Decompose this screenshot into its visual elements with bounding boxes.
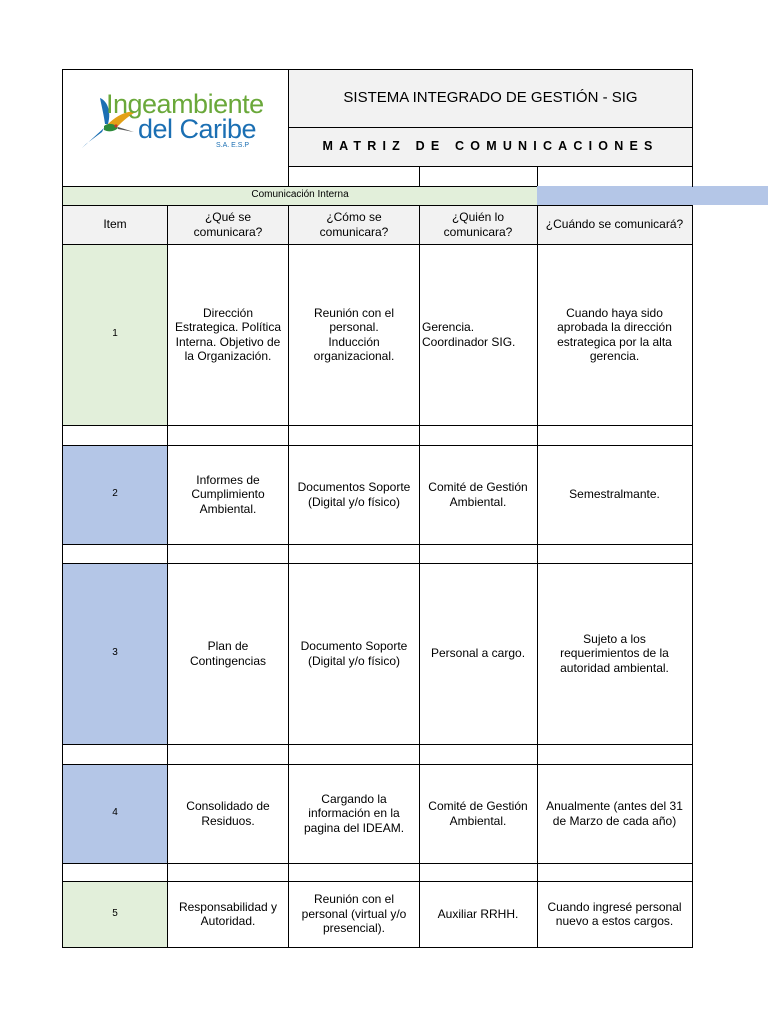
grid-line bbox=[288, 127, 693, 128]
row-5-item: 5 bbox=[112, 907, 118, 919]
logo-suffix: S.A. E.S.P bbox=[216, 142, 250, 149]
grid-line bbox=[537, 205, 538, 948]
grid-line bbox=[419, 205, 420, 948]
row-5-what: Responsabilidad y Autoridad. bbox=[178, 899, 278, 928]
grid-line bbox=[692, 69, 693, 187]
row-1-item: 1 bbox=[112, 328, 118, 340]
row-2-when: Semestralmante. bbox=[569, 487, 660, 502]
logo-line-2: del Caribe bbox=[138, 114, 257, 144]
row-1-when: Cuando haya sido aprobada la dirección estrategica por la alta gerencia. bbox=[557, 305, 672, 363]
row-1-how: Reunión con el personal. Inducción organizacional. bbox=[313, 305, 395, 363]
row-3-when: Sujeto a los requerimientos de la autoridad ambiental. bbox=[560, 631, 669, 675]
row-4-when: Anualmente (antes del 31 de Marzo de cada año) bbox=[546, 799, 683, 828]
grid-line bbox=[288, 205, 289, 948]
row-5-when: Cuando ingresé personal nuevo a estos cargos. bbox=[547, 899, 682, 928]
grid-line bbox=[62, 186, 537, 187]
row-3-who: Personal a cargo. bbox=[430, 646, 526, 661]
row-4-how: Cargando la información en la pagina del IDEAM. bbox=[303, 791, 405, 835]
grid-line bbox=[288, 166, 693, 167]
column-header-how: ¿Cómo se comunicara? bbox=[319, 210, 389, 239]
row-3-how: Documento Soporte (Digital y/o físico) bbox=[300, 639, 408, 668]
row-1-what: Dirección Estrategica. Política Interna. Objetivo de la Organización. bbox=[174, 305, 282, 363]
grid-line bbox=[62, 69, 63, 948]
row-4-what: Consolidado de Residuos. bbox=[186, 799, 270, 828]
column-header-what: ¿Qué se comunicara? bbox=[193, 210, 263, 239]
row-5-how: Reunión con el personal (virtual y/o presencial). bbox=[301, 892, 407, 936]
grid-line bbox=[537, 166, 538, 186]
grid-line bbox=[62, 563, 693, 564]
company-logo bbox=[78, 90, 278, 160]
row-4-who: Comité de Gestión Ambiental. bbox=[428, 799, 528, 828]
row-2-who: Comité de Gestión Ambiental. bbox=[428, 480, 528, 509]
grid-line bbox=[62, 947, 693, 948]
row-3-what: Plan de Contingencias bbox=[189, 639, 267, 668]
logo-line-1: Ingeambiente bbox=[106, 89, 264, 119]
column-header-who: ¿Quién lo comunicara? bbox=[443, 210, 513, 239]
grid-line bbox=[62, 425, 693, 426]
grid-line bbox=[692, 205, 693, 948]
row-3-item: 3 bbox=[112, 647, 118, 659]
grid-line bbox=[167, 205, 168, 948]
section-label: Comunicación Interna bbox=[251, 189, 349, 201]
grid-line bbox=[62, 205, 693, 206]
grid-line bbox=[419, 166, 420, 186]
grid-line bbox=[62, 881, 693, 882]
matrix-title: MATRIZ DE COMUNICACIONES bbox=[322, 139, 659, 154]
row-5-who: Auxiliar RRHH. bbox=[437, 906, 519, 921]
grid-line bbox=[62, 244, 693, 245]
column-header-item: Item bbox=[103, 217, 127, 232]
grid-line bbox=[62, 69, 693, 70]
grid-line bbox=[62, 863, 693, 864]
system-title: SISTEMA INTEGRADO DE GESTIÓN - SIG bbox=[343, 89, 638, 107]
grid-line bbox=[62, 544, 693, 545]
grid-line bbox=[62, 445, 693, 446]
column-header-when: ¿Cuándo se comunicará? bbox=[545, 217, 684, 232]
row-2-what: Informes de Cumplimiento Ambiental. bbox=[191, 472, 265, 516]
grid-line bbox=[62, 744, 693, 745]
row-4-item: 4 bbox=[112, 807, 118, 819]
row-1-who: Gerencia. Coordinador SIG. bbox=[422, 320, 516, 349]
row-2-item: 2 bbox=[112, 488, 118, 500]
grid-line bbox=[62, 764, 693, 765]
row-2-how: Documentos Soporte (Digital y/o físico) bbox=[297, 480, 411, 509]
section-band-accent bbox=[537, 186, 768, 205]
